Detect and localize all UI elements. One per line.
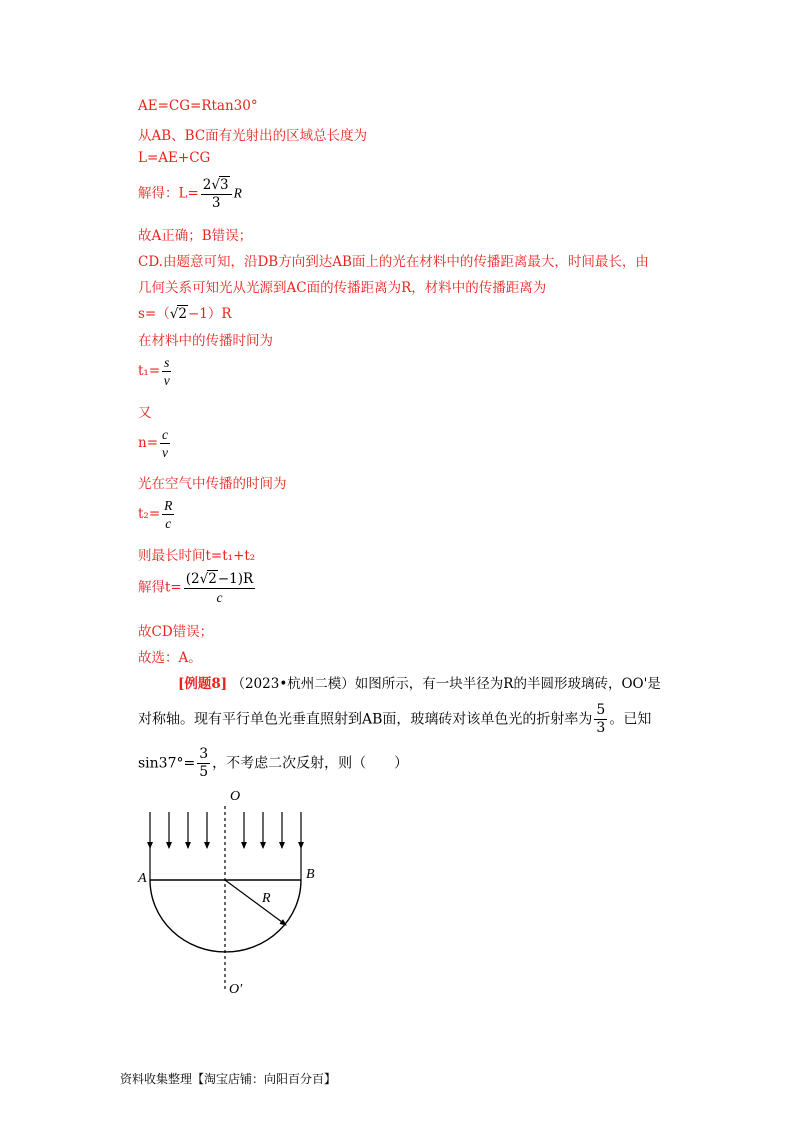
l14-num: R: [164, 498, 173, 513]
l12-num: c: [162, 427, 169, 442]
l4-den: 3: [211, 195, 221, 211]
radius-arrow: [225, 880, 286, 925]
solution-line-15: 则最长时间t=t₁+t₂: [138, 548, 256, 564]
label-A: A: [138, 871, 147, 886]
l4-num-root: 3: [219, 177, 229, 193]
example-l3-prefix: sin37°=: [138, 755, 196, 772]
l14-den: c: [165, 516, 172, 531]
solution-line-8: s=（√2−1）R: [138, 306, 232, 322]
example-l2-den: 3: [596, 720, 606, 736]
solution-line-2: 从AB、BC面有光射出的区域总长度为: [138, 128, 368, 144]
l10-num: s: [164, 355, 170, 370]
example-l2-num: 5: [596, 702, 606, 718]
l16-prefix: 解得t=: [138, 579, 182, 596]
solution-line-13: 光在空气中传播的时间为: [138, 476, 287, 492]
l8-suffix: −1）R: [187, 306, 232, 322]
solution-line-11: 又: [138, 405, 152, 421]
l8-prefix: s=（: [138, 306, 170, 322]
footer-note: 资料收集整理【淘宝店铺：向阳百分百】: [120, 1072, 337, 1086]
l10-prefix: t₁=: [138, 363, 161, 379]
example-l3-den: 5: [199, 764, 209, 780]
solution-line-18: 故选：A。: [138, 650, 202, 666]
example-tag: [例题8]: [178, 676, 228, 692]
example-l3-num: 3: [199, 746, 209, 762]
l4-num-coef: 2: [202, 177, 212, 193]
example-l3-suffix: ，不考虑二次反射，则（ ）: [212, 755, 409, 772]
l4-prefix: 解得：L=: [138, 185, 199, 202]
l4-var: R: [233, 185, 242, 201]
label-B: B: [306, 867, 315, 882]
solution-line-1: AE=CG=Rtan30°: [138, 98, 258, 114]
label-O-prime: O′: [229, 982, 243, 997]
l10-den: v: [163, 373, 170, 388]
l8-root: 2: [178, 306, 187, 322]
l12-den: v: [162, 445, 169, 460]
l4-fraction: $\frac{2√3}{3}$: [201, 176, 232, 212]
example-l2-suffix: 。已知: [609, 711, 652, 728]
l16-num-a: (2: [185, 571, 200, 587]
solution-line-5: 故A正确；B错误；: [138, 228, 253, 244]
example-line-1: （2023•杭州二模）如图所示，有一块半径为R的半圆形玻璃砖，OO'是: [231, 676, 661, 692]
solution-line-17: 故CD错误；: [138, 624, 214, 640]
example-l2-prefix: 对称轴。现有平行单色光垂直照射到AB面，玻璃砖对该单色光的折射率为: [138, 711, 593, 728]
solution-line-9: 在材料中的传播时间为: [138, 333, 273, 349]
solution-line-7: 几何关系可知光从光源到AC面的传播距离为R，材料中的传播距离为: [138, 280, 547, 296]
l14-prefix: t₂=: [138, 506, 161, 522]
l12-prefix: n=: [138, 435, 159, 451]
solution-line-6: CD.由题意可知，沿DB方向到达AB面上的光在材料中的传播距离最大，时间最长，由: [138, 254, 649, 270]
label-R: R: [262, 891, 271, 906]
l16-num-b: −1)R: [217, 571, 254, 587]
l16-den: c: [216, 590, 223, 605]
solution-line-3: L=AE+CG: [138, 150, 211, 166]
label-O: O: [230, 789, 241, 804]
l16-fraction: $\frac{(2√2-1)R}{c}$: [185, 571, 254, 605]
l16-num-root: 2: [208, 571, 217, 587]
